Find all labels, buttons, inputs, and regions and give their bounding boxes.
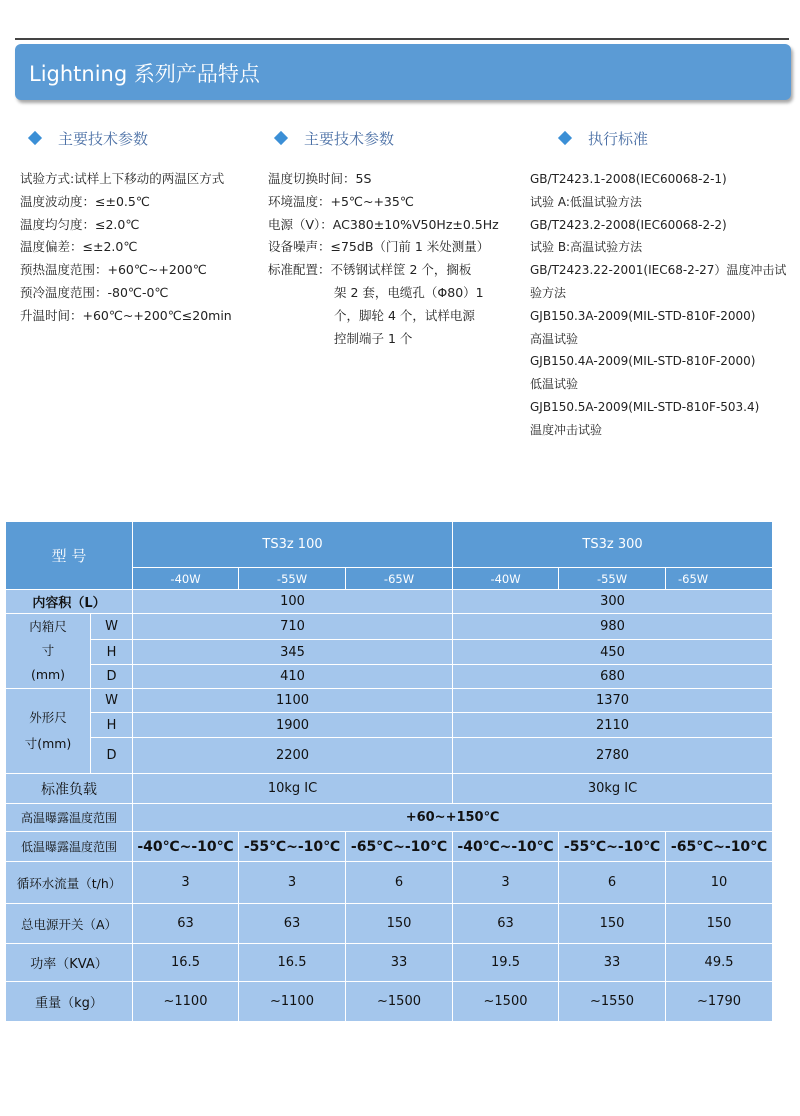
standard-line: 高温试验 [530, 331, 579, 346]
heading-text: 执行标准 [588, 130, 649, 148]
cell-value: 1900 [133, 713, 453, 738]
dim-label: D [91, 738, 133, 774]
cell-value: 1100 [133, 689, 453, 713]
standard-line: GJB150.4A-2009(MIL-STD-810F-2000) [530, 354, 756, 369]
cell-value: 3 [239, 862, 346, 904]
spec-table [5, 521, 773, 1022]
params-list-1 [20, 168, 232, 328]
cell-value: +60~+150℃ [133, 804, 773, 832]
table-row [6, 665, 773, 689]
cell-value: 19.5 [453, 944, 559, 982]
cell-value: 6 [346, 862, 453, 904]
param-line: 温度均匀度：≤2.0℃ [20, 216, 140, 232]
cell-value: 2780 [453, 738, 773, 774]
table-row [6, 640, 773, 665]
model-a-header: TS3z 100 [133, 522, 453, 568]
cell-value: 410 [133, 665, 453, 689]
param-line: 温度切换时间：5S [268, 171, 372, 186]
variant-cell: -55W [559, 568, 666, 590]
table-row [6, 804, 773, 832]
table-row [6, 944, 773, 982]
cell-value: -55℃~-10℃ [239, 832, 346, 862]
cell-value: 30kg IC [453, 774, 773, 804]
cell-value: ~1550 [559, 982, 666, 1022]
section-heading-params-2 [276, 128, 394, 149]
cell-value: 10kg IC [133, 774, 453, 804]
label-line: 内箱尺 [29, 619, 67, 634]
heading-text: 主要技术参数 [58, 130, 149, 148]
label-line: 寸 [41, 643, 55, 658]
cell-value: 33 [559, 944, 666, 982]
cell-value: 150 [346, 904, 453, 944]
dim-label: H [91, 640, 133, 665]
param-line: 控制端子 1 个 [334, 330, 413, 346]
cell-value: 150 [666, 904, 773, 944]
cell-value: -40℃~-10℃ [133, 832, 239, 862]
cell-value: 63 [453, 904, 559, 944]
row-label-outer-size [6, 689, 91, 774]
standards-list [530, 168, 786, 442]
cell-value: ~1500 [453, 982, 559, 1022]
table-row [6, 832, 773, 862]
standard-line: 试验 B:高温试验方法 [530, 240, 643, 255]
row-label: 功率（KVA） [6, 944, 133, 982]
param-line: 设备噪声：≤75dB（门前 1 米处测量） [268, 239, 490, 255]
cell-value: 6 [559, 862, 666, 904]
banner-title: Lightning 系列产品特点 [29, 62, 260, 86]
row-label: 循环水流量（t/h） [6, 862, 133, 904]
table-row [6, 689, 773, 713]
param-line: 个，脚轮 4 个，试样电源 [334, 307, 475, 323]
cell-value: 680 [453, 665, 773, 689]
section-heading-params-1 [30, 128, 148, 149]
dim-label: H [91, 713, 133, 738]
standard-line: GJB150.3A-2009(MIL-STD-810F-2000) [530, 308, 756, 323]
row-label: 重量（kg） [6, 982, 133, 1022]
cell-value: 16.5 [133, 944, 239, 982]
row-label: 低温曝露温度范围 [6, 832, 133, 862]
variant-cell: -55W [239, 568, 346, 590]
standard-line: GJB150.5A-2009(MIL-STD-810F-503.4) [530, 399, 760, 414]
table-row [6, 614, 773, 640]
cell-value: 2200 [133, 738, 453, 774]
label-line: 外形尺 [29, 710, 67, 725]
variant-cell: -65W [346, 568, 453, 590]
param-line: 升温时间：+60℃~+200℃≤20min [20, 307, 232, 323]
label-line: (mm) [30, 667, 66, 682]
cell-value: 1370 [453, 689, 773, 713]
table-row [6, 904, 773, 944]
cell-value: 10 [666, 862, 773, 904]
row-label: 高温曝露温度范围 [6, 804, 133, 832]
cell-value: 2110 [453, 713, 773, 738]
param-line: 预冷温度范围：-80℃-0℃ [20, 284, 169, 300]
diamond-bullet-icon [274, 131, 288, 145]
table-header-row [6, 522, 773, 568]
standard-line: GB/T2423.22-2001(IEC68-2-27）温度冲击试 [530, 263, 787, 278]
cell-value: 150 [559, 904, 666, 944]
cell-value: 63 [239, 904, 346, 944]
cell-value: 3 [133, 862, 239, 904]
cell-value: -65℃~-10℃ [666, 832, 773, 862]
standard-line: GB/T2423.1-2008(IEC60068-2-1) [530, 172, 727, 186]
dim-label: D [91, 665, 133, 689]
cell-value: 16.5 [239, 944, 346, 982]
table-row [6, 590, 773, 614]
variant-cell: -40W [133, 568, 239, 590]
param-line: 标准配置：不锈钢试样筐 2 个，搁板 [268, 262, 472, 278]
cell-value: 710 [133, 614, 453, 640]
cell-value: -55℃~-10℃ [559, 832, 666, 862]
standard-line: 验方法 [530, 285, 567, 300]
cell-value: 450 [453, 640, 773, 665]
row-label: 标准负载 [6, 774, 133, 804]
param-line: 温度偏差：≤±2.0℃ [20, 239, 138, 255]
top-rule [15, 38, 789, 40]
param-line: 温度波动度：≤±0.5℃ [20, 193, 150, 209]
dim-label: W [91, 614, 133, 640]
heading-text: 主要技术参数 [304, 130, 395, 148]
cell-value: ~1790 [666, 982, 773, 1022]
table-row [6, 713, 773, 738]
cell-value: ~1500 [346, 982, 453, 1022]
dim-label: W [91, 689, 133, 713]
table-row [6, 774, 773, 804]
cell-value: -65℃~-10℃ [346, 832, 453, 862]
cell-value: 33 [346, 944, 453, 982]
param-line: 试验方式:试样上下移动的两温区方式 [20, 171, 225, 186]
row-label: 总电源开关（A） [6, 904, 133, 944]
cell-value: 3 [453, 862, 559, 904]
standard-line: GB/T2423.2-2008(IEC60068-2-2) [530, 217, 727, 232]
cell-value: ~1100 [133, 982, 239, 1022]
table-row [6, 862, 773, 904]
variant-cell: -65W [666, 568, 773, 590]
section-heading-standards [560, 128, 648, 149]
param-line: 电源（V）：AC380±10%V50Hz±0.5Hz [268, 216, 499, 232]
variant-cell: -40W [453, 568, 559, 590]
cell-value: 300 [453, 590, 773, 614]
diamond-bullet-icon [558, 131, 572, 145]
standard-line: 低温试验 [530, 377, 579, 392]
row-label: 内容积（L） [6, 590, 133, 614]
standard-line: 温度冲击试验 [530, 422, 603, 437]
cell-value: 49.5 [666, 944, 773, 982]
label-line: 寸(mm) [24, 736, 72, 751]
cell-value: 345 [133, 640, 453, 665]
param-line: 架 2 套，电缆孔（Φ80）1 [334, 284, 484, 300]
diamond-bullet-icon [28, 131, 42, 145]
cell-value: -40℃~-10℃ [453, 832, 559, 862]
param-line: 预热温度范围：+60℃~+200℃ [20, 262, 207, 278]
standard-line: 试验 A:低温试验方法 [530, 194, 642, 209]
model-b-header: TS3z 300 [453, 522, 773, 568]
table-row [6, 738, 773, 774]
params-list-2 [268, 168, 499, 350]
cell-value: 63 [133, 904, 239, 944]
cell-value: 100 [133, 590, 453, 614]
table-row [6, 982, 773, 1022]
title-banner [15, 44, 791, 100]
model-label: 型 号 [6, 522, 133, 590]
param-line: 环境温度：+5℃~+35℃ [268, 193, 414, 209]
cell-value: ~1100 [239, 982, 346, 1022]
cell-value: 980 [453, 614, 773, 640]
row-label-inner-size [6, 614, 91, 689]
